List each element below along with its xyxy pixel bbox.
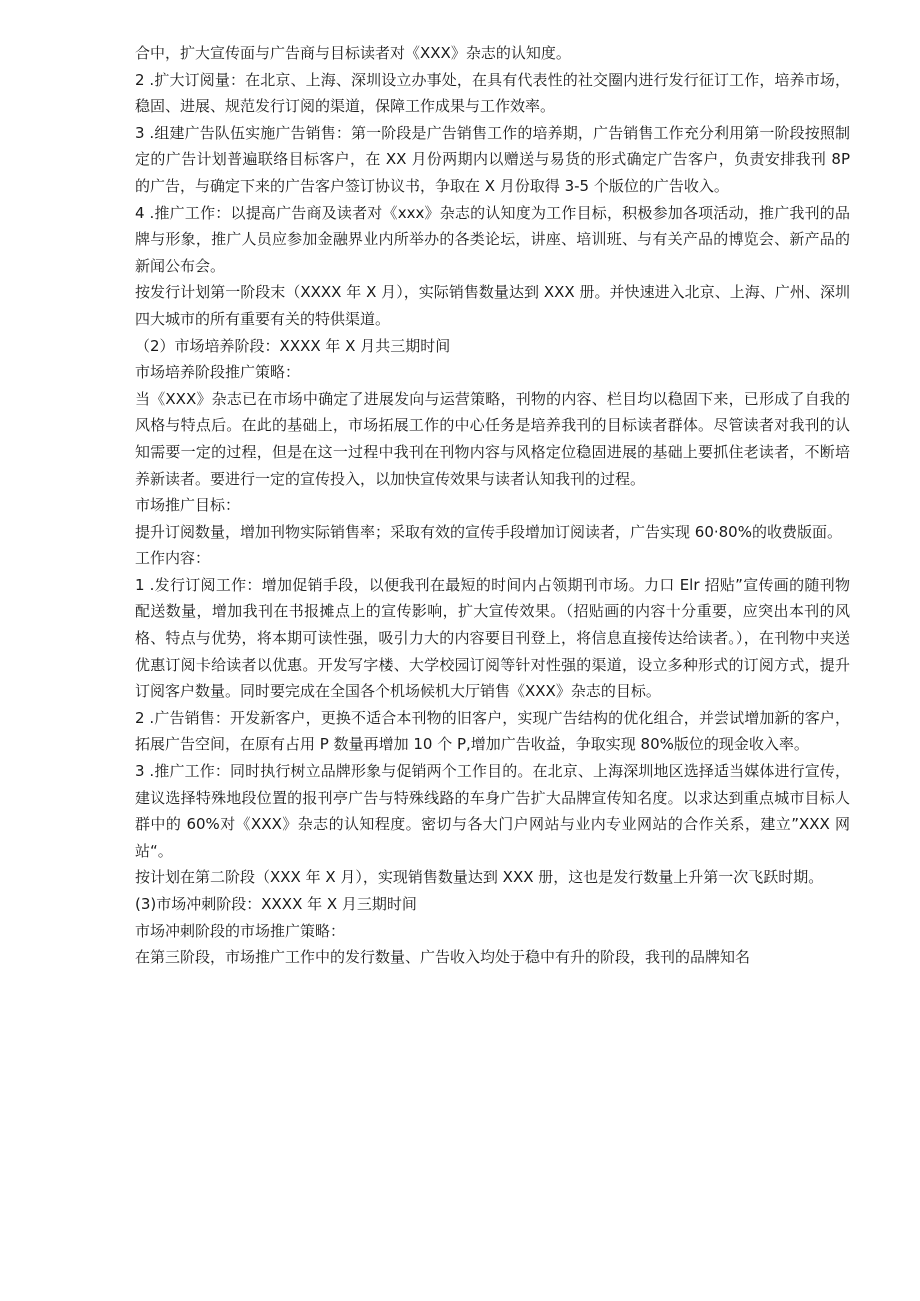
paragraph-phase1-target: 按发行计划第一阶段末（XXXX 年 X 月），实际销售数量达到 XXX 册。并快速进入北京、上海、广州、深圳四大城市的所有重要有关的特供渠道。	[135, 283, 850, 328]
section-heading-phase2: （2）市场培养阶段：XXXX 年 X 月共三期时间	[135, 336, 451, 355]
paragraph-phase2-strategy: 当《XXX》杂志已在市场中确定了进展发向与运营策略，刊物的内容、栏目均以稳固下来，已形成了自我的风格与特点后。在此的基础上，市场拓展工作的中心任务是培养我刊的目标读者群体。尽管读者对我刊的认知需要一定的过程，但是在这一过程中我刊在刊物内容与风格定位稳固进展的基础上要抓住老读者，不断培养新读者。要进行一定的宣传投入，以加快宣传效果与读者认知我刊的过程。	[135, 389, 850, 488]
subheading-market-goal: 市场推广目标：	[135, 496, 241, 515]
paragraph-continuation: 合中，扩大宣传面与广告商与目标读者对《XXX》杂志的认知度。	[135, 44, 571, 62]
section-heading-phase3: (3)市场冲刺阶段：XXXX 年 X 月三期时间	[135, 895, 417, 913]
paragraph-phase3-intro: 在第三阶段，市场推广工作中的发行数量、广告收入均处于稳中有升的阶段，我刊的品牌知名	[135, 948, 751, 967]
paragraph-ad-team: 3 .组建广告队伍实施广告销售：第一阶段是广告销售工作的培养期，广告销售工作充分利用第一阶段按照制定的广告计划普遍联络目标客户，在 XX 月份两期内以赠送与易货的形式确定广告客户，负责安排我刊 8P 的广告，与确定下来的广告客户签订协议书，争取在 X 月份取得 3-5 个版位的广告收入。	[135, 123, 850, 195]
subheading-phase3-strategy: 市场冲刺阶段的市场推广策略：	[135, 921, 346, 940]
paragraph-promotion-work: 3 .推广工作：同时执行树立品牌形象与促销两个工作目的。在北京、上海深圳地区选择适当媒体进行宣传，建议选择特殊地段位置的报刊亭广告与特殊线路的车身广告扩大品牌宣传知名度。以求达到重点城市目标人群中的 60%对《XXX》杂志的认知程度。密切与各大门户网站与业内专业网站的合作关系，建立”XXX 网站“。	[135, 762, 850, 860]
paragraph-subscription: 2 .扩大订阅量：在北京、上海、深圳设立办事处，在具有代表性的社交圈内进行发行征订工作，培养市场，稳固、进展、规范发行订阅的渠道，保障工作成果与工作效率。	[135, 70, 850, 116]
document-body	[135, 40, 850, 971]
paragraph-promotion: 4 .推广工作：以提高广告商及读者对《xxx》杂志的认知度为工作目标，积极参加各项活动，推广我刊的品牌与形象，推广人员应参加金融界业内所举办的各类论坛，讲座、培训班、与有关产品的博览会、新产品的新闻公布会。	[135, 203, 850, 275]
paragraph-market-goal: 提升订阅数量，增加刊物实际销售率；采取有效的宣传手段增加订阅读者，广告实现 60·80%的收费版面。	[135, 522, 842, 541]
paragraph-distribution: 1 .发行订阅工作：增加促销手段，以便我刊在最短的时间内占领期刊市场。力口 Elr 招贴”宣传画的随刊物配送数量，增加我刊在书报摊点上的宣传影响，扩大宣传效果。（招贴画的内容十分重要，应突出本刊的风格、特点与优势，将本期可读性强，吸引力大的内容要目刊登上，将信息直接传达给读者。），在刊物中夹送优惠订阅卡给读者以优惠。开发写字楼、大学校园订阅等针对性强的渠道，设立多种形式的订阅方式，提升订阅客户数量。同时要完成在全国各个机场候机大厅销售《XXX》杂志的目标。	[135, 575, 850, 701]
paragraph-ad-sales: 2 .广告销售：开发新客户，更换不适合本刊物的旧客户，实现广告结构的优化组合，并尝试增加新的客户，拓展广告空间，在原有占用 P 数量再增加 10 个 P,增加广告收益，争取实现 80%版位的现金收入率。	[135, 708, 850, 754]
paragraph-phase2-target: 按计划在第二阶段（XXX 年 X 月），实现销售数量达到 XXX 册，这也是发行数量上升第一次飞跃时期。	[135, 868, 824, 887]
subheading-work-content: 工作内容：	[135, 549, 211, 568]
subheading-phase2-strategy: 市场培养阶段推广策略：	[135, 363, 301, 382]
